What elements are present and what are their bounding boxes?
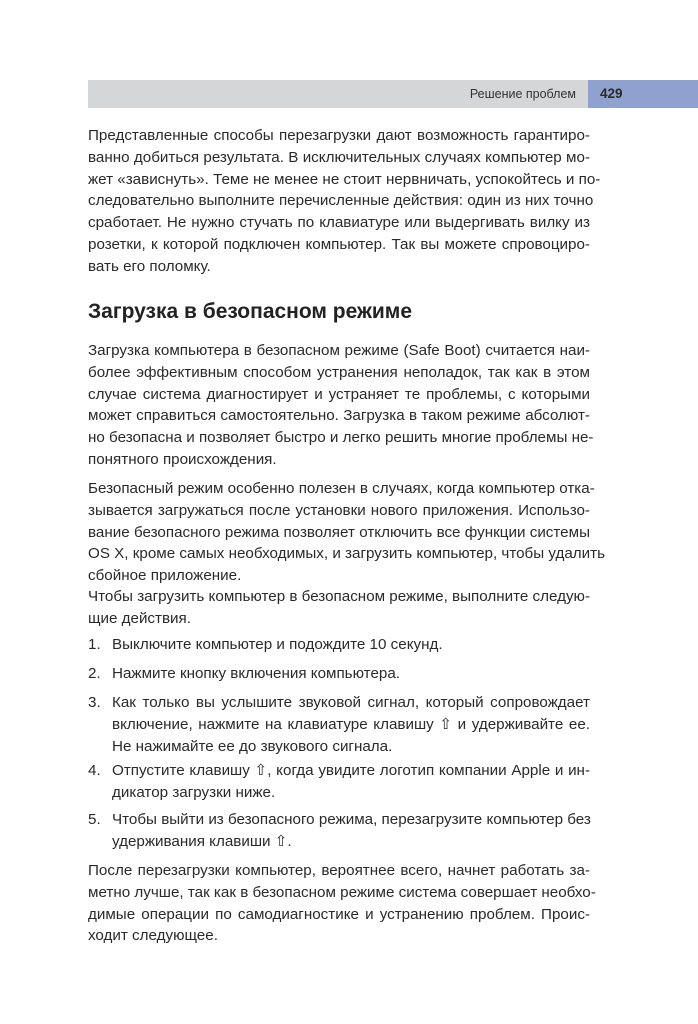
text-line: OS X, кроме самых необходимых, и загрузить компьютер, чтобы удалить bbox=[88, 545, 605, 563]
text-line: Нажмите кнопку включения компьютера. bbox=[112, 665, 400, 682]
text-line: Загрузка компьютера в безопасном режиме (Safe Boot) считается наи- bbox=[88, 342, 590, 359]
text-line: более эффективным способом устранения неполадок, так как в этом bbox=[88, 363, 590, 381]
list-item bbox=[88, 663, 590, 685]
list-item-text bbox=[112, 692, 590, 757]
text-line: удерживания клавиши ⇧. bbox=[112, 832, 292, 850]
list-item bbox=[88, 692, 590, 757]
list-number: 1. bbox=[88, 636, 101, 653]
paragraph-4 bbox=[88, 586, 590, 630]
list-number: 2. bbox=[88, 665, 101, 682]
text-line: Представленные способы перезагрузки дают возможность гарантиро- bbox=[88, 127, 590, 144]
list-item-text bbox=[112, 809, 590, 853]
text-line: Выключите компьютер и подождите 10 секунд. bbox=[112, 636, 443, 653]
text-line: дикатор загрузки ниже. bbox=[112, 783, 276, 801]
text-line: Безопасный режим особенно полезен в случаях, когда компьютер отка- bbox=[88, 480, 595, 497]
text-line: розетки, к которой подключен компьютер. Так вы можете спровоциро- bbox=[88, 235, 590, 253]
text-line: жет «зависнуть». Теме не менее не стоит нервничать, успокойтесь и по- bbox=[88, 170, 601, 188]
section-title: Решение проблем bbox=[469, 87, 576, 101]
text-line: ванно добиться результата. В исключительных случаях компьютер мо- bbox=[88, 148, 590, 166]
page-number: 429 bbox=[600, 86, 623, 101]
text-line: но безопасна и позволяет быстро и легко решить многие проблемы не- bbox=[88, 429, 594, 447]
list-item-text bbox=[112, 663, 590, 685]
text-line: понятного происхождения. bbox=[88, 450, 277, 468]
text-line: Как только вы услышите звуковой сигнал, который сопровождает bbox=[112, 694, 590, 711]
paragraph-3 bbox=[88, 478, 605, 587]
list-item bbox=[88, 760, 590, 804]
text-line: может справиться самостоятельно. Загрузка в таком режиме абсолют- bbox=[88, 407, 590, 425]
text-line: вание безопасного режима позволяет отключить все функции системы bbox=[88, 523, 590, 541]
section-heading: Загрузка в безопасном режиме bbox=[88, 300, 413, 323]
list-number: 4. bbox=[88, 762, 101, 779]
list-number: 3. bbox=[88, 694, 101, 711]
text-line: Не нажимайте ее до звукового сигнала. bbox=[112, 737, 393, 755]
text-line: сбойное приложение. bbox=[88, 567, 242, 585]
paragraph-5 bbox=[88, 860, 596, 947]
text-line: После перезагрузки компьютер, вероятнее всего, начнет работать за- bbox=[88, 862, 590, 879]
list-item bbox=[88, 809, 590, 853]
running-header bbox=[88, 80, 588, 108]
text-line: следовательно выполните перечисленные действия: один из них точно bbox=[88, 192, 594, 210]
text-line: вать его поломку. bbox=[88, 257, 211, 275]
text-line: Чтобы выйти из безопасного режима, перезагрузите компьютер без bbox=[112, 811, 591, 828]
text-line: Чтобы загрузить компьютер в безопасном режиме, выполните следую- bbox=[88, 588, 590, 605]
list-item bbox=[88, 634, 590, 656]
text-line: зывается загружаться после установки нового приложения. Использо- bbox=[88, 501, 590, 519]
text-line: щие действия. bbox=[88, 609, 191, 627]
text-line: Отпустите клавишу ⇧, когда увидите логотип компании Apple и ин- bbox=[112, 762, 590, 779]
text-line: сработает. Не нужно стучать по клавиатуре или выдергивать вилку из bbox=[88, 214, 590, 232]
list-item-text bbox=[112, 634, 590, 656]
text-line: метно лучше, так как в безопасном режиме система совершает необхо- bbox=[88, 883, 596, 901]
paragraph-1 bbox=[88, 125, 601, 278]
page-number-box bbox=[588, 80, 698, 108]
text-line: включение, нажмите на клавиатуре клавишу ⇧ и удерживайте ее. bbox=[112, 715, 590, 733]
text-line: случае система диагностирует и устраняет те проблемы, с которыми bbox=[88, 385, 590, 403]
list-number: 5. bbox=[88, 811, 101, 828]
list-item-text bbox=[112, 760, 590, 804]
paragraph-2 bbox=[88, 340, 594, 471]
text-line: димые операции по самодиагностике и устранению проблем. Проис- bbox=[88, 905, 590, 923]
text-line: ходит следующее. bbox=[88, 927, 218, 945]
